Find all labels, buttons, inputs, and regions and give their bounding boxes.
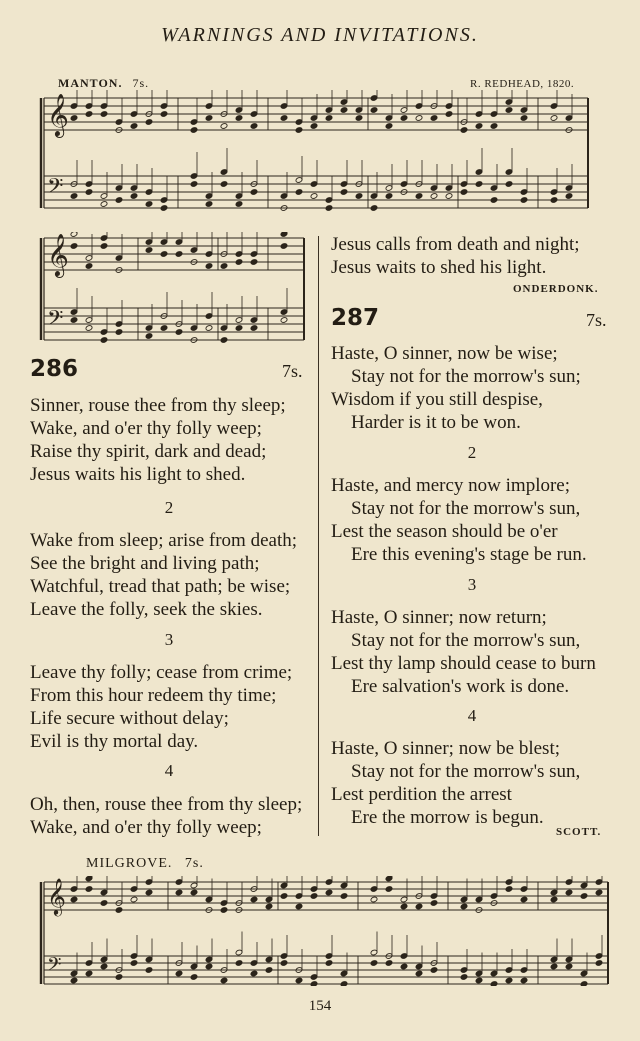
note-head [235, 201, 243, 208]
note-head [85, 189, 93, 196]
note-head [460, 974, 468, 981]
verse-line: Haste, O sinner; now be blest; [331, 738, 561, 759]
verse-line: Lest the season should be o'er [331, 521, 558, 542]
note-head [325, 205, 333, 212]
note-head [250, 970, 258, 977]
tune-name: MILGROVE. [86, 856, 173, 871]
note-head [70, 193, 78, 200]
note-head [145, 119, 153, 126]
note-head [370, 107, 378, 114]
note-head [475, 977, 483, 984]
note-head [550, 115, 558, 122]
hymn-287-stanza-1 [331, 342, 627, 434]
stanza-number: 4 [467, 706, 477, 725]
hymn-number-287: 287 [331, 305, 380, 331]
note-head [250, 123, 258, 130]
note-head [310, 123, 318, 130]
note-head [130, 960, 138, 967]
note-head [100, 243, 108, 250]
hymn-286-stanza-3 [30, 661, 314, 753]
note-head [550, 896, 558, 903]
note-head [70, 317, 78, 324]
note-head [565, 193, 573, 200]
note-head [595, 889, 603, 896]
verse-line: Evil is thy mortal day. [30, 731, 199, 752]
tune-name: MANTON. [58, 76, 123, 90]
note-head [550, 197, 558, 204]
tune-meter: 7s. [132, 76, 150, 90]
note-head [85, 111, 93, 118]
note-head [490, 197, 498, 204]
note-head [100, 201, 108, 208]
note-head [415, 903, 423, 910]
note-head [190, 181, 198, 188]
note-head [520, 977, 528, 984]
note-head [520, 115, 528, 122]
note-head [490, 981, 498, 986]
treble-clef: 𝄞 [47, 877, 67, 916]
note-head [265, 903, 273, 910]
note-head [565, 963, 573, 970]
note-head [580, 893, 588, 900]
note-head [235, 960, 243, 967]
tune-meter: 7s. [184, 856, 204, 871]
note-head [175, 251, 183, 258]
author-credit: SCOTT. [556, 826, 602, 838]
note-head [475, 181, 483, 188]
note-head [415, 115, 423, 122]
note-head [70, 977, 78, 984]
note-head [385, 123, 393, 130]
note-head [595, 960, 603, 967]
note-head [130, 123, 138, 130]
note-head [475, 123, 483, 130]
hymn-286-stanza-4 [30, 793, 314, 839]
note-head [430, 967, 438, 974]
stanza-number: 3 [467, 575, 477, 594]
note-head [385, 886, 393, 893]
treble-clef: 𝄞 [47, 92, 69, 136]
note-head [385, 960, 393, 967]
verse-line: Haste, O sinner, now be wise; [331, 343, 558, 364]
note-head [295, 127, 303, 134]
note-head [280, 317, 288, 324]
note-head [385, 193, 393, 200]
note-head [355, 115, 363, 122]
stanza-number: 4 [164, 761, 174, 780]
note-head [460, 189, 468, 196]
note-head [505, 886, 513, 893]
note-head [430, 193, 438, 200]
note-head [100, 963, 108, 970]
tune-name-manton [58, 76, 149, 91]
note-head [220, 263, 228, 270]
note-head [580, 981, 588, 986]
note-head [250, 896, 258, 903]
note-head [100, 900, 108, 907]
note-head [520, 197, 528, 204]
note-head [160, 325, 168, 332]
bass-clef: 𝄢 [47, 173, 64, 204]
note-head [490, 123, 498, 130]
note-head [250, 325, 258, 332]
note-head [325, 115, 333, 122]
verse-line: See the bright and living path; [30, 553, 260, 574]
hymn-287-stanza-3 [331, 606, 627, 698]
note-head [445, 193, 453, 200]
hymn-286-continued [331, 233, 627, 279]
column-divider [318, 236, 319, 836]
verse-line: Wake, and o'er thy folly weep; [30, 817, 262, 838]
note-head [340, 893, 348, 900]
verse-line: Ere this evening's stage be run. [351, 544, 587, 565]
note-head [235, 325, 243, 332]
verse-line: Ere the morrow is begun. [351, 807, 544, 828]
verse-line: Wisdom if you still despise, [331, 389, 543, 410]
note-head [70, 896, 78, 903]
note-head [370, 960, 378, 967]
note-head [400, 903, 408, 910]
bass-clef: 𝄢 [47, 954, 62, 981]
note-head [205, 325, 213, 332]
bass-clef: 𝄢 [47, 305, 64, 336]
note-head [175, 970, 183, 977]
note-head [325, 960, 333, 967]
treble-clef: 𝄞 [47, 232, 69, 276]
verse-line: Raise thy spirit, dark and dead; [30, 441, 267, 462]
hymn-286-stanza-1 [30, 394, 314, 486]
note-head [70, 243, 78, 250]
music-system-milgrove [38, 876, 614, 986]
stanza-number: 3 [164, 630, 174, 649]
note-head [370, 896, 378, 903]
stanza-number: 2 [164, 498, 174, 517]
note-head [220, 977, 228, 984]
note-head [130, 193, 138, 200]
composer-credit: R. REDHEAD, 1820. [470, 78, 575, 90]
author-credit: ONDERDONK. [513, 283, 599, 295]
verse-line: Lest thy lamp should cease to burn [331, 653, 596, 674]
note-head [100, 337, 108, 344]
note-head [115, 197, 123, 204]
note-head [505, 181, 513, 188]
verse-line: Stay not for the morrow's sun; [351, 366, 581, 387]
note-head [460, 127, 468, 134]
note-head [145, 967, 153, 974]
note-head [130, 896, 138, 903]
note-head [310, 193, 318, 200]
note-head [550, 963, 558, 970]
note-head [145, 247, 153, 254]
note-head [295, 189, 303, 196]
note-head [340, 189, 348, 196]
note-head [400, 115, 408, 122]
note-head [160, 205, 168, 212]
note-head [370, 205, 378, 212]
verse-line: Sinner, rouse thee from thy sleep; [30, 395, 286, 416]
note-head [310, 981, 318, 986]
note-head [415, 193, 423, 200]
note-head [85, 970, 93, 977]
verse-line: Wake from sleep; arise from death; [30, 530, 298, 551]
stanza-number: 2 [467, 443, 477, 462]
note-head [220, 123, 228, 130]
note-head [190, 974, 198, 981]
verse-line: Wake, and o'er thy folly weep; [30, 418, 262, 439]
verse-line: Watchful, tread that path; be wise; [30, 576, 291, 597]
note-head [145, 889, 153, 896]
note-head [280, 893, 288, 900]
note-head [325, 889, 333, 896]
verse-line: Leave the folly, seek the skies. [30, 599, 263, 620]
verse-line: Harder is it to be won. [351, 412, 521, 433]
note-head [250, 189, 258, 196]
note-head [295, 977, 303, 984]
note-head [430, 115, 438, 122]
note-head [205, 263, 213, 270]
note-head [460, 903, 468, 910]
verse-line: Lest perdition the arrest [331, 784, 512, 805]
verse-line: Haste, O sinner; now return; [331, 607, 547, 628]
note-head [160, 251, 168, 258]
hymn-287-stanza-4 [331, 737, 627, 829]
verse-line: Stay not for the morrow's sun, [351, 630, 581, 651]
note-head [310, 893, 318, 900]
note-head [520, 896, 528, 903]
note-head [505, 977, 513, 984]
note-head [280, 115, 288, 122]
note-head [445, 111, 453, 118]
verse-line: Haste, and mercy now implore; [331, 475, 571, 496]
note-head [70, 115, 78, 122]
verse-line: Stay not for the morrow's sun, [351, 498, 581, 519]
note-head [565, 889, 573, 896]
note-head [115, 329, 123, 336]
verse-line: Oh, then, rouse thee from thy sleep; [30, 794, 303, 815]
note-head [400, 963, 408, 970]
note-head [220, 181, 228, 188]
note-head [205, 201, 213, 208]
note-head [85, 263, 93, 270]
note-head [115, 974, 123, 981]
verse-line: From this hour redeem thy time; [30, 685, 277, 706]
note-head [205, 963, 213, 970]
note-head [115, 907, 123, 914]
running-header: WARNINGS AND INVITATIONS. [161, 24, 479, 46]
note-head [235, 259, 243, 266]
note-head [265, 967, 273, 974]
music-system-manton-1 [38, 90, 594, 216]
verse-line: Jesus waits his light to shed. [30, 464, 246, 485]
note-head [190, 127, 198, 134]
note-head [175, 889, 183, 896]
hymn-number-286: 286 [30, 356, 79, 382]
note-head [415, 970, 423, 977]
note-head [190, 889, 198, 896]
verse-line: Leave thy folly; cease from crime; [30, 662, 293, 683]
note-head [175, 329, 183, 336]
note-head [145, 333, 153, 340]
note-head [355, 193, 363, 200]
tune-name-milgrove [86, 856, 204, 872]
note-head [205, 115, 213, 122]
hymn-meter-286: 7s. [282, 361, 303, 381]
note-head [505, 107, 513, 114]
hymn-meter-287: 7s. [586, 310, 607, 330]
verse-line: Jesus calls from death and night; [331, 234, 580, 255]
note-head [85, 886, 93, 893]
note-head [430, 900, 438, 907]
music-system-manton-2 [38, 232, 310, 352]
verse-line: Ere salvation's work is done. [351, 676, 570, 697]
note-head [145, 201, 153, 208]
note-head [100, 111, 108, 118]
verse-line: Jesus waits to shed his light. [331, 257, 547, 278]
note-head [340, 107, 348, 114]
note-head [250, 259, 258, 266]
note-head [85, 325, 93, 332]
verse-line: Stay not for the morrow's sun, [351, 761, 581, 782]
page-number: 154 [308, 998, 332, 1014]
note-head [235, 115, 243, 122]
note-head [220, 907, 228, 914]
note-head [340, 981, 348, 986]
note-head [220, 337, 228, 344]
note-head [295, 903, 303, 910]
verse-line: Life secure without delay; [30, 708, 229, 729]
hymn-286-stanza-2 [30, 529, 314, 621]
note-head [280, 960, 288, 967]
hymn-287-stanza-2 [331, 474, 627, 566]
note-head [280, 243, 288, 250]
note-head [160, 111, 168, 118]
